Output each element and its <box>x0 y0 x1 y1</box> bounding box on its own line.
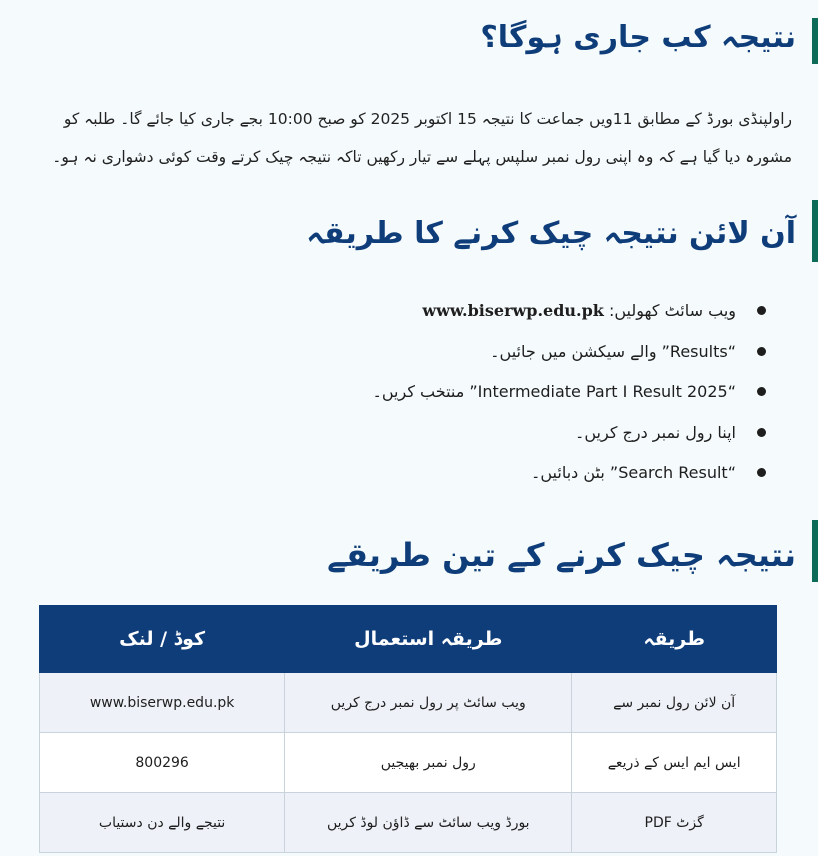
step-text: “Search Result” بٹن دبائیں۔ <box>530 463 736 482</box>
step-text: ویب سائٹ کھولیں: <box>603 301 736 320</box>
list-item <box>372 293 766 334</box>
bullet-icon <box>757 347 766 356</box>
table-row <box>40 793 777 853</box>
table-row <box>40 673 777 733</box>
methods-table <box>39 605 777 853</box>
accent-bar <box>812 18 818 64</box>
bullet-icon <box>757 306 766 315</box>
cell-usage: بورڈ ویب سائٹ سے ڈاؤن لوڈ کریں <box>285 793 572 853</box>
website-link[interactable]: www.biserwp.edu.pk <box>422 301 604 320</box>
methods-heading: نتیجہ چیک کرنے کے تین طریقے <box>327 536 796 574</box>
accent-bar <box>812 520 818 582</box>
bullet-icon <box>757 387 766 396</box>
step-text: “Intermediate Part I Result 2025” منتخب کریں۔ <box>372 382 736 401</box>
cell-method: آن لائن رول نمبر سے <box>572 673 777 733</box>
cell-method: ایس ایم ایس کے ذریعے <box>572 733 777 793</box>
bullet-icon <box>757 428 766 437</box>
cell-link[interactable]: www.biserwp.edu.pk <box>40 673 285 733</box>
table-row <box>40 733 777 793</box>
header-code-link: کوڈ / لنک <box>40 606 285 673</box>
cell-method: گزٹ PDF <box>572 793 777 853</box>
header-usage: طریقہ استعمال <box>285 606 572 673</box>
accent-bar <box>812 200 818 262</box>
bullet-icon <box>757 468 766 477</box>
step-text: “Results” والے سیکشن میں جائیں۔ <box>490 341 736 361</box>
cell-usage: ویب سائٹ پر رول نمبر درج کریں <box>285 673 572 733</box>
release-paragraph: راولپنڈی بورڈ کے مطابق 11ویں جماعت کا نتیجہ 15 اکتوبر 2025 کو صبح 10:00 بجے جاری کیا جائے گا۔ طلبہ کو مشورہ دیا گیا ہے کہ وہ اپنی رول نمبر سلپس پہلے سے تیار رکھیں تاکہ نتیجہ چیک کرتے وقت کوئی دشواری نہ ہو۔ <box>52 110 792 166</box>
list-item <box>372 415 766 456</box>
step-text: اپنا رول نمبر درج کریں۔ <box>574 422 736 442</box>
cell-code: 800296 <box>40 733 285 793</box>
header-method: طریقہ <box>572 606 777 673</box>
cell-usage: رول نمبر بھیجیں <box>285 733 572 793</box>
release-heading: نتیجہ کب جاری ہوگا؟ <box>480 20 796 55</box>
list-item <box>372 455 766 496</box>
cell-availability: نتیجے والے دن دستیاب <box>40 793 285 853</box>
table-header-row <box>40 606 777 673</box>
online-check-heading: آن لائن نتیجہ چیک کرنے کا طریقہ <box>306 216 796 251</box>
steps-list <box>372 293 766 496</box>
list-item <box>372 374 766 415</box>
list-item <box>372 334 766 375</box>
